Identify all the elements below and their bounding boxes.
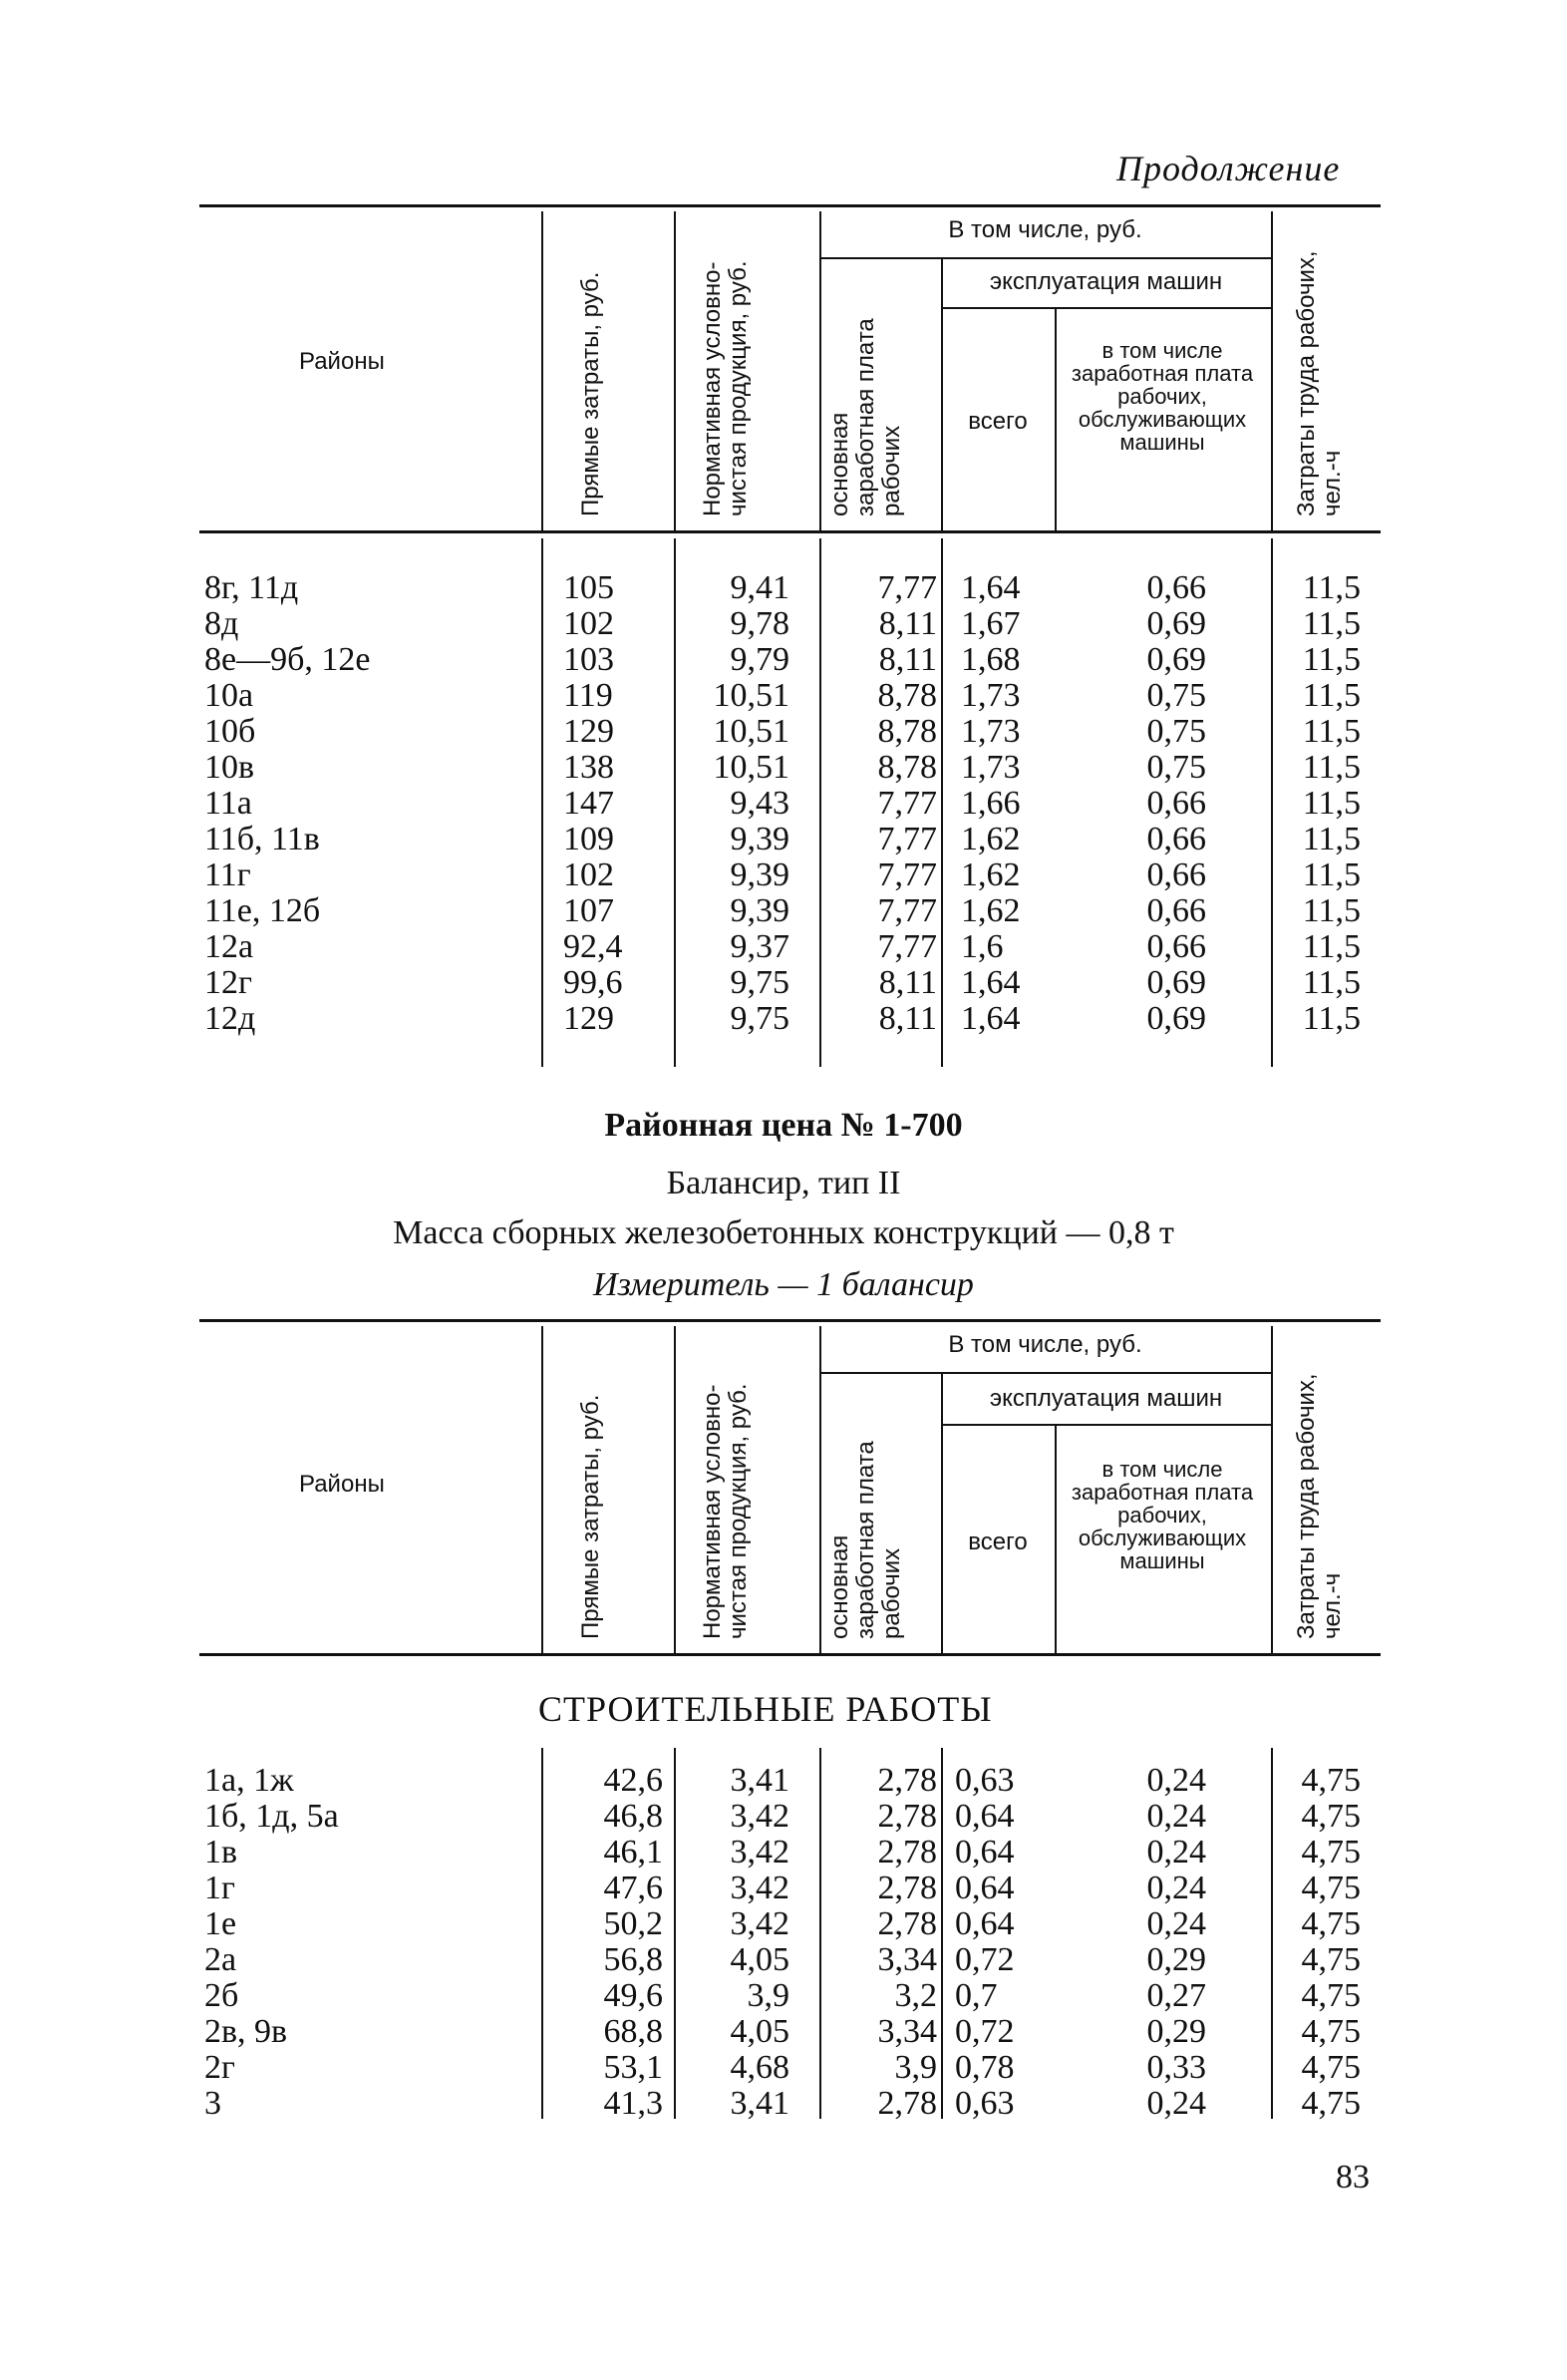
table-cell: 11е, 12б — [204, 892, 321, 929]
column-machine-total — [961, 570, 1061, 1037]
table-cell: 129 — [563, 713, 614, 750]
table-cell: 1,6 — [961, 928, 1004, 965]
table-cell: 0,24 — [1146, 1762, 1206, 1799]
header-labor: Затраты труда рабочих, чел.-ч — [1293, 250, 1346, 516]
table-cell: 1,73 — [961, 749, 1021, 786]
table-cell: 0,66 — [1146, 569, 1206, 606]
column-direct-costs — [563, 570, 663, 1037]
table-cell: 0,75 — [1146, 713, 1206, 750]
table-cell: 0,78 — [955, 2049, 1015, 2086]
table-cell: 56,8 — [603, 1941, 663, 1978]
table-cell: 109 — [563, 821, 614, 857]
subheader-rule — [941, 307, 1271, 309]
column-labor — [1276, 570, 1361, 1037]
divider — [819, 1326, 821, 1653]
table-cell: 0,75 — [1146, 677, 1206, 714]
divider — [674, 1326, 676, 1653]
table-cell: 11,5 — [1302, 928, 1361, 965]
table-cell: 1,66 — [961, 785, 1021, 822]
table-cell: 8,11 — [878, 641, 937, 678]
divider — [1055, 309, 1057, 530]
header-normative: Нормативная условно-чистая продукция, руб. — [699, 1383, 752, 1639]
table-cell: 138 — [563, 749, 614, 786]
header-districts: Районы — [299, 348, 385, 375]
table-cell: 8,78 — [877, 749, 937, 786]
column-normative — [678, 1763, 789, 2122]
table-cell: 4,75 — [1301, 1798, 1361, 1835]
price-title: Районная цена № 1-700 — [604, 1107, 963, 1144]
table-cell: 129 — [563, 1000, 614, 1037]
table-cell: 3 — [204, 2085, 221, 2122]
table-cell: 2,78 — [877, 2085, 937, 2122]
table-cell: 4,75 — [1301, 1977, 1361, 2014]
table-cell: 11,5 — [1302, 821, 1361, 857]
column-base-wage — [819, 570, 937, 1037]
column-normative — [678, 570, 789, 1037]
column-incl-wage — [1077, 570, 1206, 1037]
divider — [1055, 1426, 1057, 1653]
table-cell: 10а — [204, 677, 254, 714]
table-cell: 0,75 — [1146, 749, 1206, 786]
table-cell: 1а, 1ж — [204, 1762, 294, 1799]
continuation-label: Продолжение — [1116, 149, 1341, 188]
table-cell: 2,78 — [877, 1798, 937, 1835]
table-cell: 11,5 — [1302, 749, 1361, 786]
divider — [674, 211, 676, 530]
table-cell: 7,77 — [877, 569, 937, 606]
table-cell: 47,6 — [603, 1870, 663, 1906]
column-base-wage — [819, 1763, 937, 2122]
table-cell: 4,75 — [1301, 1870, 1361, 1906]
table-cell: 3,42 — [730, 1834, 789, 1870]
table-cell: 1,64 — [961, 569, 1021, 606]
table-cell: 7,77 — [877, 821, 937, 857]
table-cell: 8,78 — [877, 677, 937, 714]
subheader-rule — [941, 1424, 1271, 1426]
table-cell: 9,79 — [730, 641, 789, 678]
table-cell: 11,5 — [1302, 856, 1361, 893]
table-cell: 4,75 — [1301, 2013, 1361, 2050]
table-cell: 2г — [204, 2049, 235, 2086]
table-top-rule — [199, 204, 1381, 207]
divider — [541, 211, 543, 530]
table-cell: 8,78 — [877, 713, 937, 750]
table-1 — [199, 199, 1381, 1077]
table-cell: 105 — [563, 569, 614, 606]
divider — [941, 259, 943, 530]
divider — [674, 538, 676, 1067]
page-number: 83 — [1336, 2159, 1370, 2196]
subheader-rule — [819, 1372, 1271, 1374]
table-cell: 1,73 — [961, 677, 1021, 714]
table-cell: 46,8 — [603, 1798, 663, 1835]
table-cell: 0,66 — [1146, 821, 1206, 857]
table-cell: 0,69 — [1146, 641, 1206, 678]
table-cell: 11,5 — [1302, 713, 1361, 750]
mass-title: Масса сборных железобетонных конструкций — 0,8 т — [393, 1214, 1174, 1251]
table-cell: 8,11 — [878, 605, 937, 642]
table-cell: 10,51 — [713, 677, 789, 714]
table-cell: 0,24 — [1146, 1870, 1206, 1906]
header-total: всего — [968, 408, 1028, 435]
table-cell: 0,63 — [955, 2085, 1015, 2122]
table-cell: 11,5 — [1302, 1000, 1361, 1037]
table-cell: 9,41 — [730, 569, 789, 606]
divider — [941, 1748, 943, 2119]
divider — [541, 1748, 543, 2119]
column-districts — [204, 570, 533, 1037]
divider — [1271, 211, 1273, 530]
table-cell: 11,5 — [1302, 605, 1361, 642]
column-direct-costs — [548, 1763, 663, 2122]
table-cell: 7,77 — [877, 856, 937, 893]
table-cell: 4,75 — [1301, 1905, 1361, 1942]
table-cell: 0,24 — [1146, 2085, 1206, 2122]
table-cell: 11б, 11в — [204, 821, 320, 857]
table-cell: 2,78 — [877, 1905, 937, 1942]
table-cell: 49,6 — [603, 1977, 663, 2014]
divider — [541, 538, 543, 1067]
table-cell: 0,72 — [955, 1941, 1015, 1978]
header-direct-costs: Прямые затраты, руб. — [577, 1394, 604, 1639]
table-cell: 10,51 — [713, 749, 789, 786]
table-cell: 102 — [563, 605, 614, 642]
table-cell: 0,69 — [1146, 964, 1206, 1001]
table-cell: 0,64 — [955, 1834, 1015, 1870]
header-normative: Нормативная условно-чистая продукция, руб. — [699, 260, 752, 516]
table-cell: 2,78 — [877, 1762, 937, 1799]
table-cell: 0,66 — [1146, 856, 1206, 893]
header-bottom-rule — [199, 1653, 1381, 1656]
table-cell: 1,64 — [961, 964, 1021, 1001]
table-cell: 4,05 — [730, 2013, 789, 2050]
table-cell: 1б, 1д, 5а — [204, 1798, 339, 1835]
divider — [819, 211, 821, 530]
table-cell: 0,27 — [1146, 1977, 1206, 2014]
table-cell: 3,9 — [894, 2049, 937, 2086]
header-including: В том числе, руб. — [948, 1331, 1142, 1358]
table-cell: 0,64 — [955, 1905, 1015, 1942]
column-labor — [1276, 1763, 1361, 2122]
subheader-rule — [819, 257, 1271, 259]
table-cell: 8,11 — [878, 964, 937, 1001]
table-cell: 9,37 — [730, 928, 789, 965]
table-cell: 103 — [563, 641, 614, 678]
column-districts — [204, 1763, 533, 2122]
table-cell: 3,42 — [730, 1870, 789, 1906]
table-top-rule — [199, 1319, 1381, 1322]
table-cell: 0,63 — [955, 1762, 1015, 1799]
table-cell: 9,78 — [730, 605, 789, 642]
header-districts: Районы — [299, 1471, 385, 1498]
table-cell: 2б — [204, 1977, 239, 2014]
table-cell: 1,73 — [961, 713, 1021, 750]
table-cell: 107 — [563, 892, 614, 929]
table-cell: 9,43 — [730, 785, 789, 822]
table-cell: 8г, 11д — [204, 569, 299, 606]
table-cell: 11а — [204, 785, 252, 822]
table-cell: 9,39 — [730, 821, 789, 857]
table-cell: 3,34 — [877, 2013, 937, 2050]
table-cell: 3,9 — [747, 1977, 789, 2014]
section-heading: СТРОИТЕЛЬНЫЕ РАБОТЫ — [538, 1689, 993, 1729]
table-cell: 92,4 — [563, 928, 623, 965]
table-cell: 42,6 — [603, 1762, 663, 1799]
unit-title: Измеритель — 1 балансир — [593, 1266, 974, 1303]
column-incl-wage — [1077, 1763, 1206, 2122]
table-cell: 9,39 — [730, 856, 789, 893]
header-incl-wage: в том числе заработная плата рабочих, обслуживающих машины — [1071, 1457, 1254, 1573]
table-cell: 9,75 — [730, 1000, 789, 1037]
table-cell: 10в — [204, 749, 255, 786]
table-cell: 12д — [204, 1000, 256, 1037]
table-cell: 0,24 — [1146, 1905, 1206, 1942]
table-cell: 3,42 — [730, 1905, 789, 1942]
table-cell: 7,77 — [877, 892, 937, 929]
table-cell: 68,8 — [603, 2013, 663, 2050]
header-incl-wage: в том числе заработная плата рабочих, обслуживающих машины — [1071, 338, 1254, 455]
table-cell: 7,77 — [877, 928, 937, 965]
table-cell: 0,64 — [955, 1870, 1015, 1906]
table-cell: 8е—9б, 12е — [204, 641, 371, 678]
table-cell: 2,78 — [877, 1834, 937, 1870]
table-cell: 4,75 — [1301, 1762, 1361, 1799]
table-cell: 4,75 — [1301, 1834, 1361, 1870]
table-cell: 0,7 — [955, 1977, 998, 2014]
table-cell: 102 — [563, 856, 614, 893]
table-cell: 11,5 — [1302, 785, 1361, 822]
table-cell: 11,5 — [1302, 892, 1361, 929]
table-cell: 12г — [204, 964, 252, 1001]
table-cell: 0,66 — [1146, 892, 1206, 929]
table-cell: 4,05 — [730, 1941, 789, 1978]
table-cell: 53,1 — [603, 2049, 663, 2086]
table-cell: 0,29 — [1146, 1941, 1206, 1978]
table-cell: 0,24 — [1146, 1834, 1206, 1870]
header-bottom-rule — [199, 530, 1381, 533]
table-cell: 0,66 — [1146, 928, 1206, 965]
table-cell: 10,51 — [713, 713, 789, 750]
table-cell: 11,5 — [1302, 569, 1361, 606]
table-cell: 1,62 — [961, 892, 1021, 929]
table-cell: 0,24 — [1146, 1798, 1206, 1835]
table-cell: 0,29 — [1146, 2013, 1206, 2050]
item-title: Балансир, тип II — [666, 1165, 901, 1201]
table-cell: 3,2 — [894, 1977, 937, 2014]
table-cell: 4,75 — [1301, 2085, 1361, 2122]
table-cell: 8д — [204, 605, 239, 642]
header-total: всего — [968, 1529, 1028, 1555]
table-cell: 2в, 9в — [204, 2013, 288, 2050]
table-cell: 1г — [204, 1870, 235, 1906]
table-cell: 9,75 — [730, 964, 789, 1001]
divider — [1271, 538, 1273, 1067]
table-cell: 50,2 — [603, 1905, 663, 1942]
table-cell: 0,66 — [1146, 785, 1206, 822]
table-cell: 41,3 — [603, 2085, 663, 2122]
table-cell: 11,5 — [1302, 641, 1361, 678]
divider — [1271, 1748, 1273, 2119]
table-cell: 1в — [204, 1834, 238, 1870]
table-cell: 11г — [204, 856, 251, 893]
table-cell: 4,68 — [730, 2049, 789, 2086]
header-base-wage: основная заработная плата рабочих — [826, 318, 905, 516]
table-cell: 119 — [563, 677, 613, 714]
table-cell: 99,6 — [563, 964, 623, 1001]
divider — [941, 1374, 943, 1653]
table-cell: 2а — [204, 1941, 237, 1978]
header-machine-operation: эксплуатация машин — [989, 268, 1223, 295]
table-cell: 1,64 — [961, 1000, 1021, 1037]
table-cell: 0,69 — [1146, 605, 1206, 642]
table-cell: 3,41 — [730, 1762, 789, 1799]
table-cell: 3,34 — [877, 1941, 937, 1978]
table-cell: 0,72 — [955, 2013, 1015, 2050]
header-direct-costs: Прямые затраты, руб. — [577, 271, 604, 516]
table-cell: 147 — [563, 785, 614, 822]
table-cell: 12а — [204, 928, 254, 965]
table-cell: 11,5 — [1302, 677, 1361, 714]
header-including: В том числе, руб. — [948, 216, 1142, 243]
table-cell: 46,1 — [603, 1834, 663, 1870]
table-cell: 4,75 — [1301, 1941, 1361, 1978]
table-cell: 2,78 — [877, 1870, 937, 1906]
table-cell: 1,62 — [961, 856, 1021, 893]
column-machine-total — [955, 1763, 1055, 2122]
table-cell: 1,62 — [961, 821, 1021, 857]
divider — [541, 1326, 543, 1653]
table-cell: 10б — [204, 713, 256, 750]
table-cell: 8,11 — [878, 1000, 937, 1037]
table-cell: 1,68 — [961, 641, 1021, 678]
header-machine-operation: эксплуатация машин — [989, 1385, 1223, 1412]
divider — [674, 1748, 676, 2119]
header-labor: Затраты труда рабочих, чел.-ч — [1293, 1373, 1346, 1639]
divider — [1271, 1326, 1273, 1653]
table-cell: 4,75 — [1301, 2049, 1361, 2086]
table-cell: 9,39 — [730, 892, 789, 929]
table-cell: 0,64 — [955, 1798, 1015, 1835]
table-cell: 0,33 — [1146, 2049, 1206, 2086]
divider — [941, 538, 943, 1067]
header-base-wage: основная заработная плата рабочих — [826, 1441, 905, 1639]
table-cell: 3,41 — [730, 2085, 789, 2122]
table-cell: 11,5 — [1302, 964, 1361, 1001]
table-cell: 1е — [204, 1905, 237, 1942]
table-cell: 1,67 — [961, 605, 1021, 642]
table-cell: 0,69 — [1146, 1000, 1206, 1037]
table-cell: 7,77 — [877, 785, 937, 822]
table-cell: 3,42 — [730, 1798, 789, 1835]
